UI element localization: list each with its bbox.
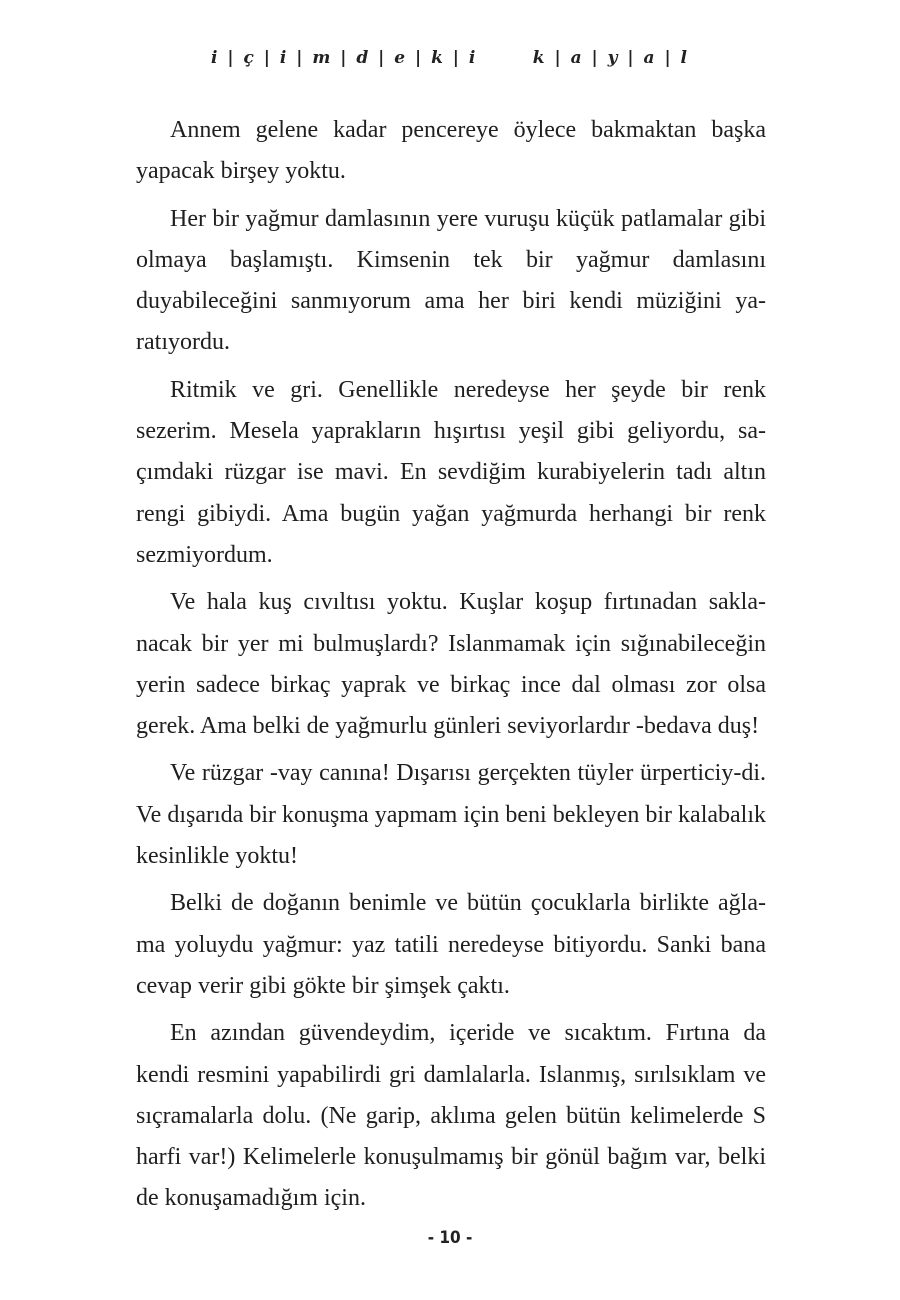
paragraph: Ritmik ve gri. Genellikle neredeyse her şeyde bir renk sezerim. Mesela yaprakların hışırtısı yeşil gibi geliyordu, sa-çımdaki rüzgar ise mavi. En sevdiğim kurabiyelerin tadı altın rengi gibiydi. Ama bugün yağan yağmurda herhangi bir renk sezmiyordum. [136,376,766,568]
running-header: i | ç | i | m | d | e | k | i k | a | y | a | l [211,48,689,68]
paragraph: Ve hala kuş cıvıltısı yoktu. Kuşlar koşup fırtınadan sakla-nacak bir yer mi bulmuşlardı? Islanmamak için sığınabileceğin yerin sadece birkaç yaprak ve birkaç ince dal olması zor olsa gerek. Ama belki de yağmurlu günleri seviyorlardır -bedava duş! [136,589,766,740]
page-number: - 10 - [427,1228,473,1248]
paragraph: Annem gelene kadar pencereye öylece bakmaktan başka yapacak birşey yoktu. [136,117,766,185]
paragraph: En azından güvendeydim, içeride ve sıcaktım. Fırtına da kendi resmini yapabilirdi gri damlalarla. Islanmış, sırılsıklam ve sıçramalarla dolu. (Ne garip, aklıma gelen bütün kelimelerde S harfi var!) Kelimelerle konuşulmamış bir gönül bağım var, belki de konuşamadığım için. [136,1020,766,1212]
paragraph: Her bir yağmur damlasının yere vuruşu küçük patlamalar gibi olmaya başlamıştı. Kimsenin tek bir yağmur damlasını duyabileceğini sanmıyorum ama her biri kendi müziğini ya-ratıyordu. [136,205,766,356]
body-text [136,110,766,1226]
paragraph: Belki de doğanın benimle ve bütün çocuklarla birlikte ağla-ma yoluydu yağmur: yaz tatili neredeyse bitiyordu. Sanki bana cevap verir gibi gökte bir şimşek çaktı. [136,890,766,999]
paragraph: Ve rüzgar -vay canına! Dışarısı gerçekten tüyler ürperticiy-di. Ve dışarıda bir konuşma yapmam için beni bekleyen bir kalabalık kesinlikle yoktu! [136,760,766,870]
